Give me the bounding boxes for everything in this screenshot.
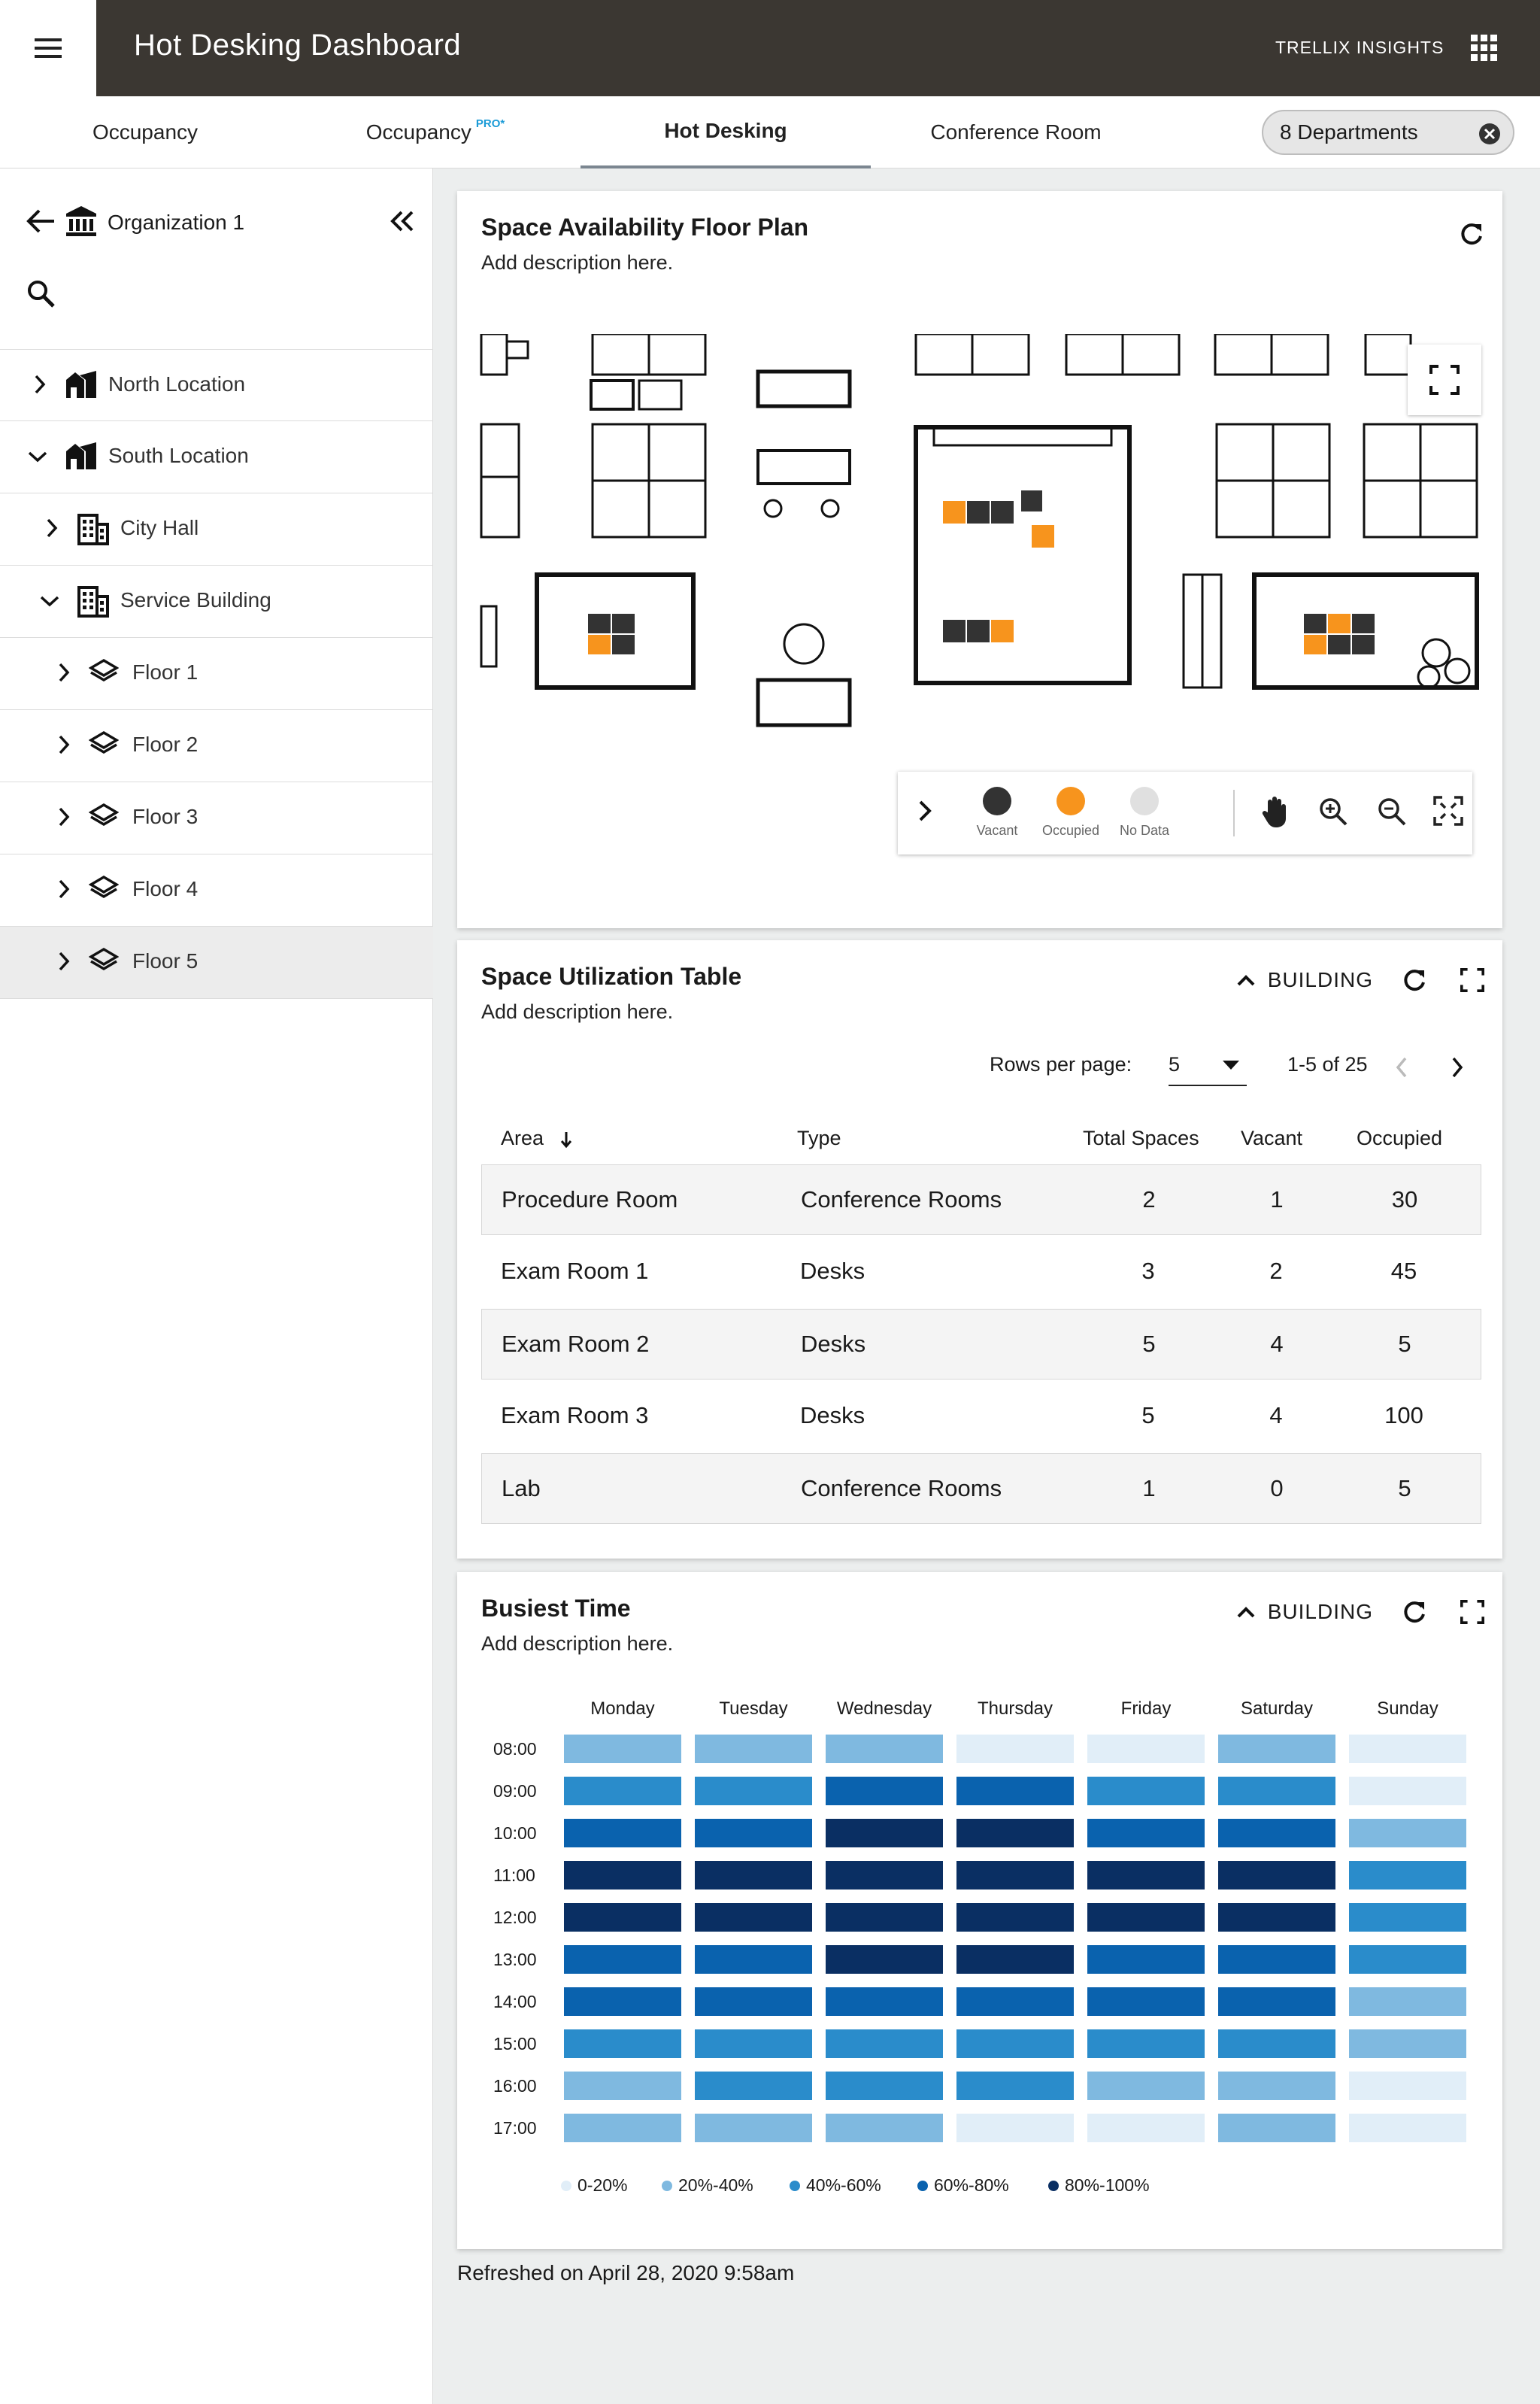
cell-occupied: 5	[1398, 1475, 1411, 1501]
cell-area: Exam Room 3	[501, 1402, 649, 1428]
apps-grid-icon[interactable]	[1471, 35, 1498, 62]
heatmap-cell[interactable]	[1349, 2072, 1466, 2100]
tree-item-south-location[interactable]	[0, 421, 433, 493]
office-building-icon	[77, 513, 110, 546]
floor-layers-icon	[89, 657, 119, 684]
legend-no-data	[1107, 787, 1182, 839]
fullscreen-icon	[1429, 365, 1460, 395]
search-icon[interactable]	[26, 278, 56, 308]
heatmap-cell[interactable]	[1087, 2114, 1205, 2142]
legend-label: 20%-40%	[678, 2175, 753, 2195]
heatmap-time-label: 12:00	[493, 1908, 537, 1927]
tab-label: Conference Room	[930, 120, 1102, 144]
cell-type: Desks	[801, 1331, 866, 1357]
table-header	[481, 1127, 1481, 1157]
cell-vacant: 1	[1270, 1186, 1284, 1213]
column-header-area[interactable]	[501, 1127, 572, 1150]
tree-item-floor-3[interactable]	[0, 782, 433, 854]
heatmap-day-label: Wednesday	[836, 1698, 932, 1719]
map-legend-toolbar	[898, 772, 1472, 854]
heatmap-time-label: 14:00	[493, 1992, 537, 2011]
heatmap-cell[interactable]	[1087, 1819, 1205, 1847]
column-header-vacant[interactable]: Vacant	[1241, 1127, 1303, 1149]
heatmap-cell[interactable]	[1349, 1819, 1466, 1847]
chevron-up-icon	[1236, 1605, 1256, 1619]
heatmap-time-label: 13:00	[493, 1950, 537, 1969]
heatmap-cell[interactable]	[564, 1987, 681, 2016]
legend-label: 80%-100%	[1065, 2175, 1150, 2195]
floor-layers-icon	[89, 730, 119, 757]
heatmap-cell[interactable]	[564, 1777, 681, 1805]
heatmap-cell[interactable]	[826, 1777, 943, 1805]
tab-hot-desking[interactable]	[581, 96, 871, 168]
tree-item-north-location[interactable]	[0, 349, 433, 421]
heatmap-legend-item	[790, 2175, 881, 2196]
column-header-total-spaces[interactable]: Total Spaces	[1083, 1127, 1199, 1149]
heatmap-cell[interactable]	[826, 1903, 943, 1932]
fullscreen-icon[interactable]	[1460, 1600, 1484, 1624]
tree-item-floor-1[interactable]	[0, 638, 433, 710]
heatmap-cell[interactable]	[956, 1987, 1074, 2016]
heatmap-cell[interactable]	[826, 1945, 943, 1974]
heatmap-cell[interactable]	[826, 1861, 943, 1890]
tree-item-floor-4[interactable]	[0, 854, 433, 927]
heatmap-cell[interactable]	[956, 1861, 1074, 1890]
heatmap-cell[interactable]	[695, 1903, 812, 1932]
cell-occupied: 5	[1398, 1331, 1411, 1357]
utilization-description: Add description here.	[481, 1000, 674, 1023]
previous-page-icon[interactable]	[1394, 1056, 1409, 1079]
tree-item-label: Floor 2	[132, 733, 199, 756]
table-pagination	[457, 1053, 1502, 1091]
heatmap-time-label: 15:00	[493, 2034, 537, 2053]
legend-swatch	[1048, 2181, 1059, 2191]
heatmap-cell[interactable]	[826, 2072, 943, 2100]
heatmap-time-label: 17:00	[493, 2118, 537, 2138]
chevron-right-icon[interactable]	[57, 951, 71, 972]
zoom-in-icon[interactable]	[1317, 796, 1349, 827]
heatmap-cell[interactable]	[1349, 1987, 1466, 2016]
location-sidebar	[0, 168, 433, 2404]
heatmap-time-label: 10:00	[493, 1823, 537, 1843]
cell-total-spaces: 3	[1141, 1258, 1155, 1284]
heatmap-cell[interactable]	[1218, 1735, 1335, 1763]
pan-hand-icon[interactable]	[1259, 796, 1289, 829]
cell-total-spaces: 5	[1141, 1402, 1155, 1428]
legend-label: No Data	[1119, 823, 1170, 838]
tab-occupancy[interactable]	[0, 96, 290, 168]
cell-type: Conference Rooms	[801, 1186, 1002, 1213]
heatmap-cell[interactable]	[1087, 1735, 1205, 1763]
heatmap-cell[interactable]	[1087, 1777, 1205, 1805]
legend-swatch	[983, 787, 1011, 815]
chevron-right-icon[interactable]	[916, 799, 935, 823]
cell-type: Conference Rooms	[801, 1475, 1002, 1501]
cell-area: Lab	[502, 1475, 541, 1501]
heatmap-legend-item	[662, 2175, 753, 2196]
page-range: 1-5 of 25	[1287, 1053, 1368, 1076]
institution-icon	[65, 205, 98, 238]
heatmap-cell[interactable]	[1087, 1945, 1205, 1974]
back-arrow-icon[interactable]	[26, 208, 56, 235]
tree-item-floor-5[interactable]	[0, 927, 433, 999]
heatmap-cell[interactable]	[564, 2029, 681, 2058]
cell-type: Desks	[800, 1402, 865, 1428]
heatmap-cell[interactable]	[1218, 1861, 1335, 1890]
legend-label: 60%-80%	[934, 2175, 1009, 2195]
tree-item-label: South Location	[108, 444, 249, 467]
tree-item-label: North Location	[108, 372, 246, 396]
tab-label: Occupancy	[365, 120, 471, 144]
heatmap-cell[interactable]	[1349, 1903, 1466, 1932]
heatmap-cell[interactable]	[826, 2029, 943, 2058]
heatmap-day-label: Thursday	[977, 1698, 1053, 1719]
cell-occupied: 30	[1391, 1186, 1418, 1213]
heatmap-cell[interactable]	[956, 1777, 1074, 1805]
clear-filter-icon[interactable]	[1478, 123, 1501, 145]
app-header	[0, 0, 1540, 96]
heatmap-cell[interactable]	[695, 2072, 812, 2100]
tree-item-label: Floor 3	[132, 805, 199, 828]
chevron-right-icon[interactable]	[57, 806, 71, 827]
chevron-up-icon	[1236, 973, 1256, 987]
cell-vacant: 4	[1269, 1402, 1283, 1428]
level-label: BUILDING	[1267, 968, 1373, 991]
heatmap-cell[interactable]	[1087, 2072, 1205, 2100]
heatmap-cell[interactable]	[564, 1903, 681, 1932]
chevron-right-icon[interactable]	[33, 374, 47, 395]
heatmap-cell[interactable]	[564, 2114, 681, 2142]
heatmap-cell[interactable]	[956, 2072, 1074, 2100]
busiest-time-description: Add description here.	[481, 1632, 674, 1655]
legend-vacant	[959, 787, 1035, 839]
heatmap-cell[interactable]	[695, 1777, 812, 1805]
floor-plan-title: Space Availability Floor Plan	[481, 214, 809, 241]
heatmap-time-label: 08:00	[493, 1739, 537, 1759]
heatmap-cell[interactable]	[826, 2114, 943, 2142]
heatmap-cell[interactable]	[1349, 1777, 1466, 1805]
table-row[interactable]	[481, 1237, 1481, 1307]
legend-swatch	[662, 2181, 672, 2191]
heatmap-day-label: Saturday	[1240, 1698, 1314, 1719]
table-row[interactable]	[481, 1164, 1481, 1235]
tree-item-floor-2[interactable]	[0, 710, 433, 782]
legend-swatch	[1130, 787, 1159, 815]
cell-area: Procedure Room	[502, 1186, 678, 1213]
heatmap-cell[interactable]	[695, 1861, 812, 1890]
cell-area: Exam Room 2	[502, 1331, 650, 1357]
heatmap-cell[interactable]	[1349, 1735, 1466, 1763]
refreshed-timestamp: Refreshed on April 28, 2020 9:58am	[457, 2261, 795, 2284]
tab-occupancy-pro[interactable]	[290, 96, 581, 168]
floor-layers-icon	[89, 946, 119, 973]
floor-plan-description: Add description here.	[481, 251, 674, 274]
floor-plan-canvas[interactable]	[480, 334, 1487, 740]
rows-per-page-label: Rows per page:	[990, 1053, 1132, 1076]
fullscreen-icon[interactable]	[1460, 968, 1484, 992]
refresh-icon[interactable]	[1459, 221, 1484, 247]
heatmap-cell[interactable]	[1218, 1987, 1335, 2016]
chevron-right-icon[interactable]	[57, 879, 71, 900]
collapse-sidebar-icon[interactable]	[388, 208, 415, 235]
heatmap-day-label: Sunday	[1377, 1698, 1438, 1719]
legend-occupied	[1033, 787, 1108, 839]
heatmap-cell[interactable]	[1349, 1945, 1466, 1974]
heatmap-cell[interactable]	[564, 1735, 681, 1763]
dropdown-arrow-icon	[1223, 1061, 1239, 1070]
legend-swatch	[561, 2181, 571, 2191]
heatmap-cell[interactable]	[695, 1987, 812, 2016]
heatmap-cell[interactable]	[1218, 1777, 1335, 1805]
heatmap-day-label: Monday	[590, 1698, 655, 1719]
organization-label: Organization 1	[108, 211, 245, 234]
tree-item-label: City Hall	[120, 516, 199, 539]
heatmap-cell[interactable]	[826, 1735, 943, 1763]
cell-total-spaces: 2	[1142, 1186, 1156, 1213]
location-building-icon	[65, 369, 98, 399]
busiest-time-title: Busiest Time	[481, 1595, 631, 1622]
legend-label: Occupied	[1041, 823, 1100, 838]
rows-per-page-value: 5	[1169, 1053, 1181, 1076]
heatmap-cell[interactable]	[1218, 2029, 1335, 2058]
heatmap-day-label: Tuesday	[719, 1698, 788, 1719]
chevron-right-icon[interactable]	[57, 662, 71, 683]
heatmap-cell[interactable]	[695, 2029, 812, 2058]
sort-arrow-down-icon	[560, 1131, 572, 1149]
tab-conference-room[interactable]	[871, 96, 1161, 168]
menu-button[interactable]	[0, 0, 96, 96]
office-building-icon	[77, 585, 110, 618]
heatmap-cell[interactable]	[564, 2072, 681, 2100]
tree-item-label: Floor 1	[132, 660, 199, 684]
heatmap-cell[interactable]	[1349, 2029, 1466, 2058]
heatmap-cell[interactable]	[1218, 1945, 1335, 1974]
utilization-title: Space Utilization Table	[481, 963, 742, 990]
fullscreen-plan-button[interactable]	[1408, 345, 1481, 415]
heatmap-cell[interactable]	[1349, 1861, 1466, 1890]
heatmap-time-label: 16:00	[493, 2076, 537, 2096]
tree-item-label: Floor 5	[132, 949, 199, 973]
tab-label: Hot Desking	[664, 119, 787, 142]
heatmap-time-label: 09:00	[493, 1781, 537, 1801]
refresh-icon[interactable]	[1402, 967, 1427, 993]
cell-total-spaces: 5	[1142, 1331, 1156, 1357]
column-header-occupied[interactable]: Occupied	[1357, 1127, 1443, 1149]
app-title: Hot Desking Dashboard	[134, 29, 462, 62]
zoom-out-icon[interactable]	[1376, 796, 1408, 827]
heatmap-cell[interactable]	[1087, 1903, 1205, 1932]
cell-vacant: 2	[1269, 1258, 1283, 1284]
column-header-type[interactable]: Type	[797, 1127, 841, 1149]
heatmap-cell[interactable]	[1218, 1819, 1335, 1847]
column-label: Area	[501, 1127, 544, 1149]
heatmap-cell[interactable]	[695, 1735, 812, 1763]
utilization-table-card	[457, 940, 1502, 1559]
refresh-icon[interactable]	[1402, 1599, 1427, 1625]
table-row[interactable]	[481, 1381, 1481, 1452]
table-row[interactable]	[481, 1309, 1481, 1380]
legend-label: 40%-60%	[806, 2175, 881, 2195]
heatmap-day-label: Friday	[1120, 1698, 1172, 1719]
next-page-icon[interactable]	[1450, 1056, 1465, 1079]
chevron-down-icon[interactable]	[27, 450, 48, 463]
cell-type: Desks	[800, 1258, 865, 1284]
pro-badge: PRO*	[475, 117, 505, 130]
chevron-right-icon[interactable]	[57, 734, 71, 755]
heatmap-cell[interactable]	[1349, 2114, 1466, 2142]
tab-label: Occupancy	[92, 120, 199, 144]
building-level-toggle[interactable]	[1236, 968, 1373, 992]
cell-vacant: 0	[1270, 1475, 1284, 1501]
chevron-down-icon[interactable]	[39, 594, 60, 608]
heatmap-cell[interactable]	[956, 2029, 1074, 2058]
heatmap-cell[interactable]	[1087, 1861, 1205, 1890]
heatmap-cell[interactable]	[1218, 1903, 1335, 1932]
departments-filter-chip[interactable]	[1262, 110, 1514, 155]
legend-swatch	[1056, 787, 1085, 815]
cell-total-spaces: 1	[1142, 1475, 1156, 1501]
legend-label: 0-20%	[578, 2175, 628, 2195]
tree-item-service-building[interactable]	[0, 566, 433, 638]
heatmap-cell[interactable]	[1218, 2072, 1335, 2100]
heatmap-cell[interactable]	[826, 1987, 943, 2016]
heatmap-cell[interactable]	[956, 1819, 1074, 1847]
heatmap-legend-item	[917, 2175, 1009, 2196]
brand-label: TRELLIX INSIGHTS	[1275, 38, 1445, 57]
fit-extent-icon[interactable]	[1433, 796, 1463, 826]
cell-area: Exam Room 1	[501, 1258, 649, 1284]
toolbar-divider	[1233, 790, 1235, 836]
cell-occupied: 100	[1384, 1402, 1423, 1428]
table-row[interactable]	[481, 1453, 1481, 1524]
floor-plan-card	[457, 191, 1502, 928]
cell-vacant: 4	[1270, 1331, 1284, 1357]
building-level-toggle[interactable]	[1236, 1600, 1373, 1624]
heatmap-cell[interactable]	[695, 2114, 812, 2142]
rows-per-page-select[interactable]	[1169, 1053, 1247, 1086]
heatmap-cell[interactable]	[956, 1903, 1074, 1932]
departments-chip-label: 8 Departments	[1280, 120, 1418, 144]
heatmap-cell[interactable]	[564, 1945, 681, 1974]
heatmap-cell[interactable]	[695, 1945, 812, 1974]
tree-item-city-hall[interactable]	[0, 493, 433, 566]
heatmap-legend-item	[561, 2175, 627, 2196]
heatmap-cell[interactable]	[826, 1819, 943, 1847]
floor-layers-icon	[89, 802, 119, 829]
floor-layers-icon	[89, 874, 119, 901]
legend-label: Vacant	[976, 823, 1018, 838]
tree-item-label: Service Building	[120, 588, 271, 612]
location-building-icon	[65, 441, 98, 471]
heatmap-time-label: 11:00	[493, 1865, 535, 1885]
legend-swatch	[790, 2181, 800, 2191]
heatmap-cell[interactable]	[956, 1945, 1074, 1974]
heatmap-cell[interactable]	[564, 1819, 681, 1847]
heatmap-legend-item	[1048, 2175, 1150, 2196]
heatmap-cell[interactable]	[1087, 1987, 1205, 2016]
cell-occupied: 45	[1390, 1258, 1417, 1284]
legend-swatch	[917, 2181, 928, 2191]
heatmap-cell[interactable]	[1087, 2029, 1205, 2058]
heatmap-cell[interactable]	[956, 1735, 1074, 1763]
organization-row	[0, 203, 433, 242]
heatmap-cell[interactable]	[956, 2114, 1074, 2142]
hamburger-menu-icon	[33, 37, 63, 59]
level-label: BUILDING	[1267, 1600, 1373, 1623]
heatmap-cell[interactable]	[564, 1861, 681, 1890]
tree-item-label: Floor 4	[132, 877, 199, 900]
heatmap-cell[interactable]	[695, 1819, 812, 1847]
chevron-right-icon[interactable]	[45, 518, 59, 539]
heatmap-cell[interactable]	[1218, 2114, 1335, 2142]
